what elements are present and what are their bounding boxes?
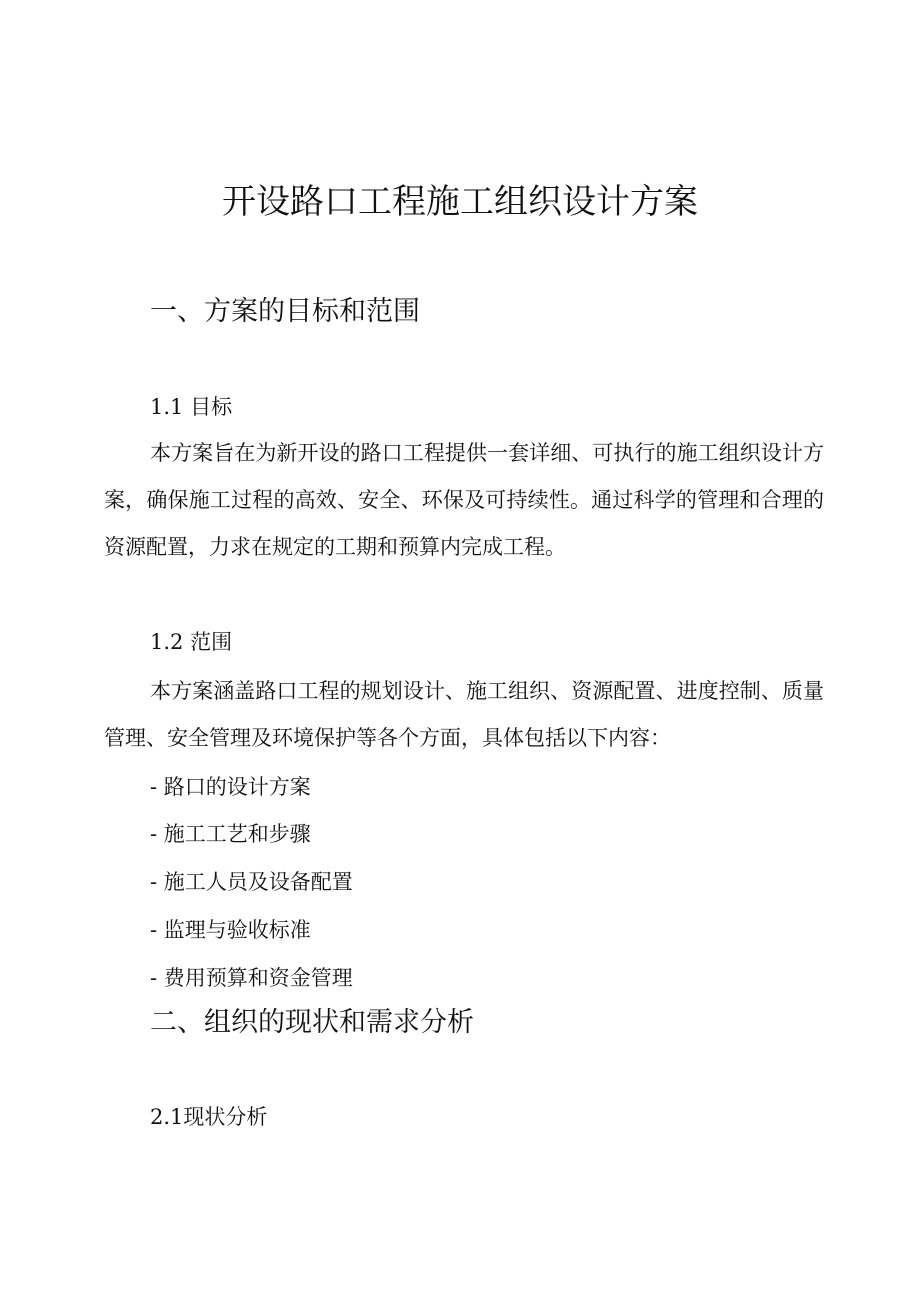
list-item: - 路口的设计方案 <box>150 775 311 799</box>
document-title: 开设路口工程施工组织设计方案 <box>222 182 698 222</box>
section-heading-2: 二、组织的现状和需求分析 <box>150 1007 474 1038</box>
section-heading-1: 一、方案的目标和范围 <box>150 296 420 327</box>
subsection-heading-2-1: 2.1现状分析 <box>150 1105 268 1129</box>
paragraph-scope: 本方案涵盖路口工程的规划设计、施工组织、资源配置、进度控制、质量管理、安全管理及环境保护等各个方面，具体包括以下内容： <box>104 679 824 750</box>
subsection-heading-1-1: 1.1 目标 <box>150 395 233 419</box>
list-item: - 监理与验收标准 <box>150 918 311 942</box>
list-item: - 施工工艺和步骤 <box>150 822 311 846</box>
subsection-heading-1-2: 1.2 范围 <box>150 630 233 654</box>
list-item: - 施工人员及设备配置 <box>150 870 353 894</box>
list-item: - 费用预算和资金管理 <box>150 966 353 990</box>
paragraph-goal: 本方案旨在为新开设的路口工程提供一套详细、可执行的施工组织设计方案，确保施工过程的高效、安全、环保及可持续性。通过科学的管理和合理的资源配置，力求在规定的工期和预算内完成工程。 <box>104 441 824 559</box>
